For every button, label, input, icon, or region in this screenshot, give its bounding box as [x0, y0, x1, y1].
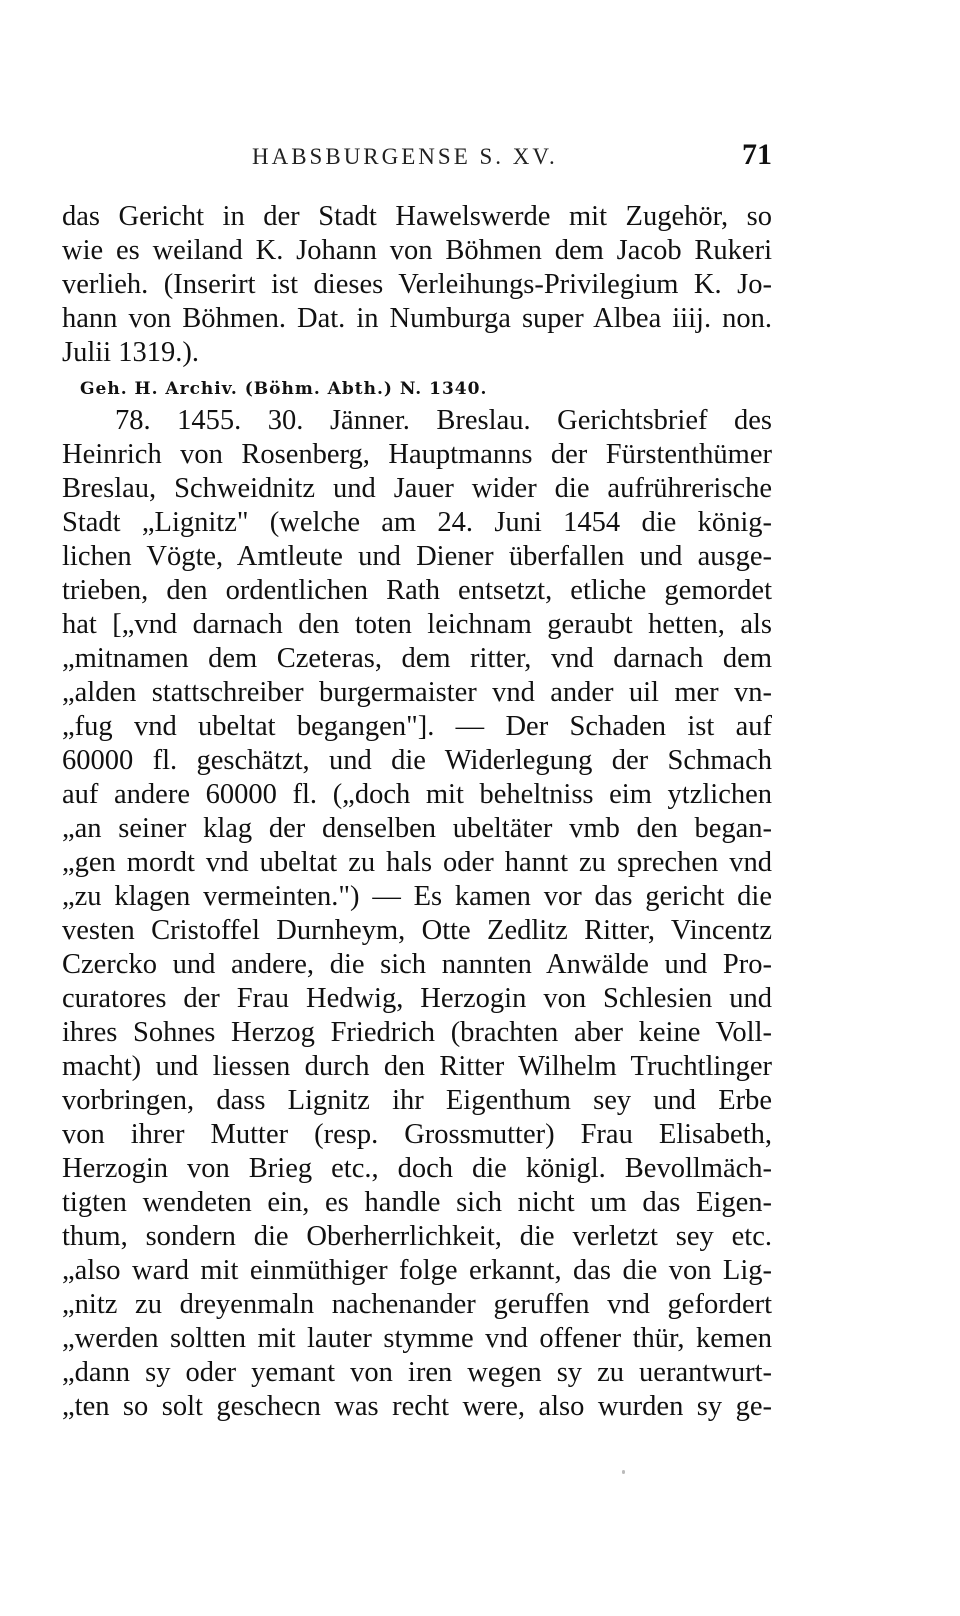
text-line: thum, sondern die Oberherrlichkeit, die verletzt sey etc. [62, 1221, 772, 1252]
text-line: trieben, den ordentlichen Rath entsetzt, etliche gemordet [62, 575, 772, 606]
text-line: „nitz zu dreyenmaln nachenander geruffen vnd gefordert [62, 1289, 772, 1320]
text-line: hann von Böhmen. Dat. in Numburga super Albea iiij. non. [62, 303, 772, 334]
text-line: Czercko und andere, die sich nannten Anwälde und Pro- [62, 949, 772, 980]
text-line: wie es weiland K. Johann von Böhmen dem Jacob Rukeri [62, 235, 772, 266]
running-head-title: HABSBURGENSE S. XV. [252, 144, 558, 169]
text-line: tigten wendeten ein, es handle sich nicht um das Eigen- [62, 1187, 772, 1218]
text-line: verlieh. (Inserirt ist dieses Verleihungs-Privilegium K. Jo- [62, 269, 772, 300]
text-line: macht) und liessen durch den Ritter Wilhelm Truchtlinger [62, 1051, 772, 1082]
text-line: lichen Vögte, Amtleute und Diener überfallen und ausge- [62, 541, 772, 572]
text-line: vorbringen, dass Lignitz ihr Eigenthum sey und Erbe [62, 1085, 772, 1116]
text-line: 60000 fl. geschätzt, und die Widerlegung der Schmach [62, 745, 772, 776]
entry-heading-line: 78. 1455. 30. Jänner. Breslau. Gerichtsbrief des [115, 405, 772, 436]
text-line: das Gericht in der Stadt Hawelswerde mit Zugehör, so [62, 201, 772, 232]
text-line: „also ward mit einmüthiger folge erkannt, das die von Lig- [62, 1255, 772, 1286]
text-line: von ihrer Mutter (resp. Grossmutter) Frau Elisabeth, [62, 1119, 772, 1150]
text-line: Stadt „Lignitz" (welche am 24. Juni 1454 die könig- [62, 507, 772, 538]
text-line: „gen mordt vnd ubeltat zu hals oder hannt zu sprechen vnd [62, 847, 772, 878]
text-line: hat [„vnd darnach den toten leichnam geraubt hetten, als [62, 609, 772, 640]
text-line: „zu klagen vermeinten.") — Es kamen vor das gericht die [62, 881, 772, 912]
text-line: „an seiner klag der denselben ubeltäter vmb den began- [62, 813, 772, 844]
text-line: auf andere 60000 fl. („doch mit beheltniss eim ytzlichen [62, 779, 772, 810]
running-head [62, 138, 772, 178]
text-line: „mitnamen dem Czeteras, dem ritter, vnd darnach dem [62, 643, 772, 674]
text-line: „werden soltten mit lauter stymme vnd offener thür, kemen [62, 1323, 772, 1354]
text-line: „alden stattschreiber burgermaister vnd ander uil mer vn- [62, 677, 772, 708]
text-line: Julii 1319.). [62, 337, 199, 368]
text-line: „fug vnd ubeltat begangen"]. — Der Schaden ist auf [62, 711, 772, 742]
text-line: ihres Sohnes Herzog Friedrich (brachten aber keine Voll- [62, 1017, 772, 1048]
text-line: Herzogin von Brieg etc., doch die königl. Bevollmäch- [62, 1153, 772, 1184]
archive-reference: Geh. H. Archiv. (Böhm. Abth.) N. 1340. [80, 379, 488, 399]
text-line: Breslau, Schweidnitz und Jauer wider die aufrührerische [62, 473, 772, 504]
text-line: „dann sy oder yemant von iren wegen sy zu uerantwurt- [62, 1357, 772, 1388]
scan-speck [622, 1470, 625, 1474]
page-number: 71 [742, 138, 772, 171]
text-line: „ten so solt geschecn was recht were, also wurden sy ge- [62, 1391, 772, 1422]
text-line: curatores der Frau Hedwig, Herzogin von Schlesien und [62, 983, 772, 1014]
text-line: Heinrich von Rosenberg, Hauptmanns der Fürstenthümer [62, 439, 772, 470]
text-line: vesten Cristoffel Durnheym, Otte Zedlitz Ritter, Vincentz [62, 915, 772, 946]
